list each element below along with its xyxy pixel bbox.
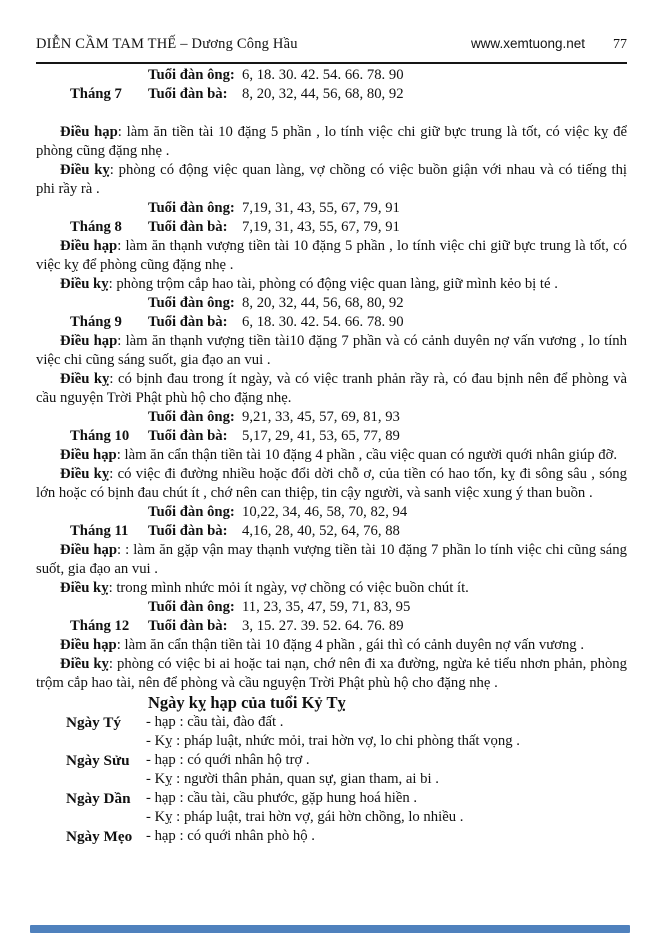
hap-paragraph [36,332,627,370]
ky-label: Điều kỵ [60,162,110,178]
women-ages-label: Tuổi đàn bà: [148,618,228,634]
women-ages-row [36,218,627,237]
day-row-suu-ky [36,770,627,789]
month-block-7 [36,66,627,199]
women-ages-row [36,427,627,446]
men-ages-label: Tuổi đàn ông: [148,504,235,520]
day-row-dan-hap [36,789,627,808]
men-ages-row [36,408,627,427]
month-name: Tháng 7 [70,86,122,102]
ky-paragraph [36,655,627,693]
day-name: Ngày Sửu [66,752,130,769]
page-number: 77 [613,37,627,52]
hap-paragraph [36,636,627,655]
women-ages-row [36,313,627,332]
month-spacer [36,408,148,427]
month-spacer [36,503,148,522]
month-name: Tháng 12 [70,618,130,634]
ky-text: : trong mình nhức mỏi ít ngày, vợ chồng có việc buồn chút ít. [108,580,469,596]
month-name: Tháng 10 [70,428,130,444]
hap-paragraph [36,123,627,161]
men-ages-label: Tuổi đàn ông: [148,295,235,311]
day-name: Ngày Tý [66,714,121,731]
hap-label: Điều hạp [60,637,117,653]
hap-text: : làm ăn thạnh vượng tiền tài 10 đặng 5 phần , lo tính việc chi giữ bực trung là tốt, có việc kỵ để phòng cũng đặng nhẹ . [36,238,627,273]
day-section-heading: Ngày kỵ hạp của tuổi Kỷ Tỵ [148,693,346,712]
ky-text: : có việc đi đường nhiều hoặc đổi dời chỗ ơ, của tiền có hao tốn, kỵ đi sông sâu , sóng lớn hoặc có bịnh đau chút ít , chớ nên can thiệp, tin cậy người, và sanh việc xung ý than buồn . [36,466,627,501]
men-ages-values: 10,22, 34, 46, 58, 70, 82, 94 [242,504,408,520]
hap-paragraph [36,237,627,275]
women-ages-values: 8, 20, 32, 44, 56, 68, 80, 92 [242,86,404,102]
month-name: Tháng 9 [70,314,122,330]
month-spacer [36,598,148,617]
hap-text: : làm ăn tiền tài 10 đặng 5 phần , lo tính việc chi giữ bực trung là tốt, có việc kỵ để phòng cũng đặng nhẹ . [36,124,627,159]
women-ages-values: 4,16, 28, 40, 52, 64, 76, 88 [242,523,400,539]
men-ages-values: 6, 18. 30. 42. 54. 66. 78. 90 [242,67,404,83]
day-name-spacer [66,732,146,751]
month-spacer [36,199,148,218]
page-header [36,36,627,64]
hap-paragraph [36,446,627,465]
women-ages-row [36,85,627,104]
day-hap-text: - hạp : có quới nhân phò hộ . [146,828,315,844]
website-url: www.xemtuong.net [470,36,585,51]
footer-accent-bar [30,925,630,933]
ky-paragraph [36,161,627,199]
day-row-ty-ky [36,732,627,751]
day-row-dan-ky [36,808,627,827]
women-ages-label: Tuổi đàn bà: [148,428,228,444]
day-name: Ngày Dần [66,790,131,807]
hap-text: : làm ăn cẩn thận tiền tài 10 đặng 4 phần , cầu việc quan có người quới nhân giúp đỡ. [116,447,618,463]
hap-label: Điều hạp [60,124,118,140]
ky-paragraph [36,275,627,294]
day-name-spacer [66,770,146,789]
month-block-8 [36,199,627,294]
day-hap-text: - hạp : cầu tài, đào đất . [146,714,284,730]
day-name: Ngày Mẹo [66,828,133,845]
day-hap-text: - hạp : cầu tài, cầu phước, gặp hung hoá hiền . [146,790,418,806]
women-ages-label: Tuổi đàn bà: [148,523,228,539]
men-ages-label: Tuổi đàn ông: [148,200,235,216]
men-ages-label: Tuổi đàn ông: [148,67,235,83]
day-ky-text: - Kỵ : pháp luật, trai hờn vợ, gái hờn chồng, lo nhiều . [146,809,464,825]
men-ages-values: 7,19, 31, 43, 55, 67, 79, 91 [242,200,400,216]
women-ages-values: 3, 15. 27. 39. 52. 64. 76. 89 [242,618,404,634]
month-spacer [36,66,148,85]
men-ages-row [36,199,627,218]
hap-text: : làm ăn thạnh vượng tiền tài10 đặng 7 phần và có cảnh duyên nợ vấn vương , lo tính việc chi cũng sáng suốt, gia đạo an vui . [36,333,627,368]
hap-text: : : làm ăn gặp vận may thạnh vượng tiền tài 10 đặng 7 phần lo tính việc chi cũng sáng suốt, gia đạo an vui . [36,542,627,577]
ky-label: Điều kỵ [60,580,109,596]
women-ages-label: Tuổi đàn bà: [148,314,228,330]
women-ages-values: 6, 18. 30. 42. 54. 66. 78. 90 [242,314,404,330]
ky-text: : phòng có động việc quan làng, vợ chồng có việc buồn giận với nhau và có tiếng thị phi rầy rà . [36,162,627,197]
month-block-11 [36,503,627,598]
day-row-meo-hap [36,827,627,846]
men-ages-row [36,503,627,522]
ky-paragraph [36,579,627,598]
hap-label: Điều hạp [60,447,117,463]
ky-paragraph [36,370,627,408]
day-ky-text: - Kỵ : pháp luật, nhức mỏi, trai hờn vợ, lo chi phòng thất vọng . [146,733,520,749]
month-name: Tháng 11 [70,523,129,539]
ky-label: Điều kỵ [60,466,110,482]
day-ky-text: - Kỵ : người thân phản, quan sự, gian tham, ai bi . [146,771,439,787]
hap-label: Điều hạp [60,238,118,254]
month-block-10 [36,408,627,503]
women-ages-values: 5,17, 29, 41, 53, 65, 77, 89 [242,428,400,444]
day-hap-text: - hạp : có quới nhân hộ trợ . [146,752,310,768]
men-ages-values: 8, 20, 32, 44, 56, 68, 80, 92 [242,295,404,311]
women-ages-values: 7,19, 31, 43, 55, 67, 79, 91 [242,219,400,235]
women-ages-label: Tuổi đàn bà: [148,86,228,102]
ky-label: Điều kỵ [60,276,109,292]
hap-label: Điều hạp [60,333,118,349]
ky-paragraph [36,465,627,503]
women-ages-row [36,617,627,636]
women-ages-row [36,522,627,541]
ky-text: : có bịnh đau trong ít ngày, và có việc tranh phản rầy rà, có đau bịnh nên để phòng và cầu nguyện Trời Phật phù hộ cho đặng nhẹ. [36,371,627,406]
hap-paragraph [36,541,627,579]
month-spacer [36,294,148,313]
day-row-suu-hap [36,751,627,770]
hap-label: Điều hạp [60,542,118,558]
page-content [36,66,627,846]
men-ages-label: Tuổi đàn ông: [148,409,235,425]
ky-label: Điều kỵ [60,656,109,672]
men-ages-row [36,294,627,313]
ky-text: : phòng trộm cắp hao tài, phòng có động việc quan làng, giữ mình kẻo bị té . [108,276,558,292]
men-ages-values: 9,21, 33, 45, 57, 69, 81, 93 [242,409,400,425]
men-ages-row [36,598,627,617]
men-ages-values: 11, 23, 35, 47, 59, 71, 83, 95 [242,599,411,615]
men-ages-row [36,66,627,85]
ky-text: : phòng có việc bi ai hoặc tai nạn, chớ nên đi xa đường, ngừa kẻ tiểu nhơn phản, phòng trộm cắp hao tài, nên để phòng và cầu nguyện Trời Phật phù hộ cho đặng nhẹ . [36,656,627,691]
hap-text: : làm ăn cẩn thận tiền tài 10 đặng 4 phần , gái thì có cảnh duyên nợ vấn vương . [116,637,584,653]
ky-label: Điều kỵ [60,371,110,387]
men-ages-label: Tuổi đàn ông: [148,599,235,615]
month-block-9 [36,294,627,408]
month-name: Tháng 8 [70,219,122,235]
book-title: DIỄN CẦM TAM THẾ – Dương Công Hầu [36,36,298,52]
day-row-ty-hap [36,713,627,732]
women-ages-label: Tuổi đàn bà: [148,219,228,235]
day-name-spacer [66,808,146,827]
month-block-12 [36,598,627,693]
